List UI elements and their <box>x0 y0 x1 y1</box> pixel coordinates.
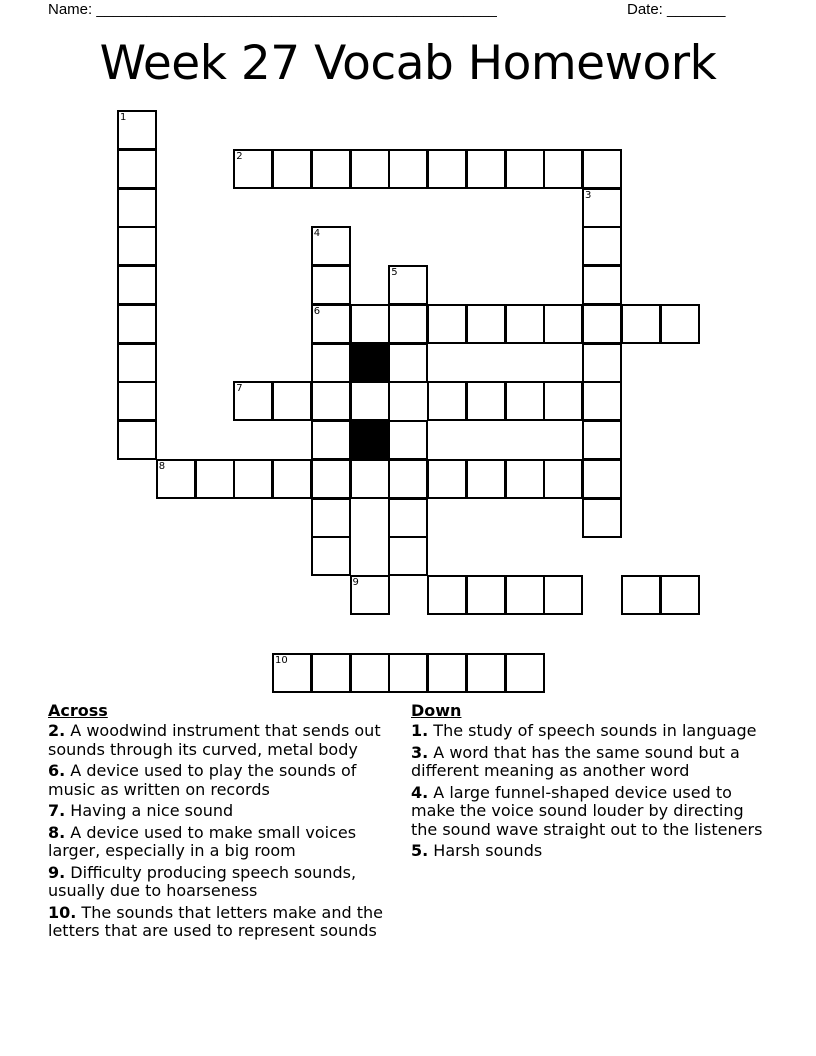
crossword-cell[interactable] <box>621 575 661 615</box>
crossword-cell[interactable] <box>466 459 506 499</box>
clue-number: 5. <box>411 841 429 860</box>
crossword-cell[interactable] <box>388 498 428 538</box>
crossword-cell[interactable] <box>311 459 351 499</box>
across-clue <box>48 802 408 821</box>
clue-number: 3. <box>411 742 429 762</box>
clue-text: A device used to make small voices larger, especially in a big room <box>48 822 357 860</box>
crossword-cell[interactable] <box>582 304 622 344</box>
across-clue <box>48 904 408 941</box>
crossword-cell[interactable] <box>466 381 506 421</box>
down-clue <box>411 722 771 741</box>
crossword-cell[interactable] <box>311 226 351 266</box>
clue-text: The sounds that letters make and the letters that are used to represent sounds <box>48 902 383 940</box>
crossword-cell[interactable] <box>388 304 428 344</box>
date-line[interactable]: _______ <box>667 1 726 18</box>
clue-text: Harsh sounds <box>428 841 543 860</box>
crossword-cell[interactable] <box>388 265 428 305</box>
crossword-cell[interactable] <box>350 459 390 499</box>
clue-text: Having a nice sound <box>65 801 234 820</box>
clue-number: 4. <box>411 782 429 802</box>
name-line[interactable]: ________________________________________________ <box>96 1 497 18</box>
crossword-cell[interactable] <box>505 653 545 693</box>
crossword-cell[interactable] <box>156 459 196 499</box>
clue-number: 10 <box>275 654 288 666</box>
crossword-cell[interactable] <box>427 653 467 693</box>
crossword-cell[interactable] <box>311 149 351 189</box>
date-label: Date: <box>627 1 663 18</box>
down-clue <box>411 784 771 840</box>
across-heading: Across <box>48 701 108 720</box>
crossword-cell[interactable] <box>543 304 583 344</box>
crossword-cell[interactable] <box>195 459 235 499</box>
crossword-cell[interactable] <box>388 343 428 383</box>
crossword-cell[interactable] <box>543 459 583 499</box>
crossword-cell[interactable] <box>272 459 312 499</box>
across-clue <box>48 824 408 861</box>
across-clue <box>48 722 408 759</box>
crossword-cell[interactable] <box>311 265 351 305</box>
crossword-cell[interactable] <box>117 188 157 228</box>
crossword-cell[interactable] <box>350 381 390 421</box>
crossword-cell[interactable] <box>466 149 506 189</box>
crossword-cell[interactable] <box>660 304 700 344</box>
crossword-cell[interactable] <box>621 304 661 344</box>
crossword-cell[interactable] <box>505 304 545 344</box>
crossword-cell[interactable] <box>543 149 583 189</box>
crossword-cell[interactable] <box>272 149 312 189</box>
clue-number: 2. <box>48 721 66 740</box>
crossword-cell[interactable] <box>117 265 157 305</box>
down-clues <box>411 701 771 864</box>
crossword-cell[interactable] <box>117 149 157 189</box>
crossword-cell[interactable] <box>117 110 157 150</box>
clue-text: A large funnel-shaped device used to make the voice sound louder by directing the sound wave straight out to the listeners <box>411 782 763 839</box>
crossword-cell[interactable] <box>388 420 428 460</box>
crossword-cell[interactable] <box>466 304 506 344</box>
across-clues <box>48 701 408 944</box>
clue-text: The study of speech sounds in language <box>428 721 757 740</box>
across-clue <box>48 762 408 799</box>
crossword-cell[interactable] <box>543 381 583 421</box>
down-clue <box>411 744 771 781</box>
down-heading: Down <box>411 701 462 720</box>
crossword-cell[interactable] <box>350 304 390 344</box>
crossword-cell[interactable] <box>427 149 467 189</box>
crossword-cell[interactable] <box>311 304 351 344</box>
crossword-cell[interactable] <box>427 381 467 421</box>
crossword-cell[interactable] <box>388 536 428 576</box>
clue-text: A word that has the same sound but a different meaning as another word <box>411 742 740 780</box>
crossword-cell[interactable] <box>505 575 545 615</box>
crossword-cell[interactable] <box>543 575 583 615</box>
crossword-cell[interactable] <box>311 653 351 693</box>
crossword-cell[interactable] <box>582 149 622 189</box>
crossword-cell[interactable] <box>350 575 390 615</box>
crossword-cell[interactable] <box>582 188 622 228</box>
crossword-cell[interactable] <box>582 459 622 499</box>
clue-number: 7 <box>236 383 243 395</box>
across-clue <box>48 864 408 901</box>
crossword-cell[interactable] <box>466 653 506 693</box>
clue-text: A woodwind instrument that sends out sounds through its curved, metal body <box>48 721 381 759</box>
down-clue <box>411 842 771 861</box>
crossword-cell[interactable] <box>466 575 506 615</box>
crossword-cell[interactable] <box>350 653 390 693</box>
crossword-cell[interactable] <box>117 381 157 421</box>
crossword-cell[interactable] <box>582 420 622 460</box>
clue-number: 8 <box>158 460 166 472</box>
clue-number: 9 <box>352 577 359 588</box>
crossword-cell[interactable] <box>233 381 273 421</box>
crossword-cell[interactable] <box>311 381 351 421</box>
crossword-cell[interactable] <box>505 381 545 421</box>
crossword-cell[interactable] <box>233 459 273 499</box>
crossword-cell[interactable] <box>117 343 157 383</box>
crossword-cell[interactable] <box>388 459 428 499</box>
crossword-cell[interactable] <box>660 575 700 615</box>
clue-number: 3 <box>585 189 592 201</box>
crossword-cell[interactable] <box>311 498 351 538</box>
crossword-cell[interactable] <box>388 149 428 189</box>
crossword-cell[interactable] <box>233 149 273 189</box>
clue-number: 8. <box>48 822 66 842</box>
crossword-cell[interactable] <box>582 343 622 383</box>
crossword-cell[interactable] <box>582 381 622 421</box>
crossword-cell[interactable] <box>427 304 467 344</box>
clue-number: 1 <box>120 112 127 123</box>
clue-number: 2 <box>236 150 243 162</box>
crossword-cell[interactable] <box>350 149 390 189</box>
crossword-cell[interactable] <box>427 459 467 499</box>
clue-text: Difficulty producing speech sounds, usually due to hoarseness <box>48 862 357 900</box>
clue-number: 7. <box>48 801 66 820</box>
crossword-cell[interactable] <box>582 226 622 266</box>
crossword-block <box>350 420 390 460</box>
crossword-cell[interactable] <box>505 459 545 499</box>
clue-number: 4 <box>313 228 321 240</box>
clue-number: 10. <box>48 902 77 922</box>
crossword-cell[interactable] <box>311 536 351 576</box>
clue-text: A device used to play the sounds of music as written on records <box>48 761 357 799</box>
crossword-cell[interactable] <box>117 304 157 344</box>
crossword-block <box>350 343 390 383</box>
crossword-cell[interactable] <box>427 575 467 615</box>
crossword-cell[interactable] <box>582 265 622 305</box>
crossword-cell[interactable] <box>388 653 428 693</box>
crossword-cell[interactable] <box>117 226 157 266</box>
crossword-cell[interactable] <box>272 653 312 693</box>
clue-number: 6 <box>313 305 321 317</box>
crossword-cell[interactable] <box>311 420 351 460</box>
crossword-cell[interactable] <box>272 381 312 421</box>
page-title: Week 27 Vocab Homework <box>99 36 717 91</box>
crossword-cell[interactable] <box>505 149 545 189</box>
clue-number: 1. <box>411 721 429 740</box>
crossword-cell[interactable] <box>117 420 157 460</box>
clue-number: 6. <box>48 761 66 780</box>
clue-number: 9. <box>48 862 66 882</box>
name-label: Name: <box>48 1 93 18</box>
clue-number: 5 <box>391 267 398 278</box>
crossword-cell[interactable] <box>311 343 351 383</box>
crossword-cell[interactable] <box>582 498 622 538</box>
